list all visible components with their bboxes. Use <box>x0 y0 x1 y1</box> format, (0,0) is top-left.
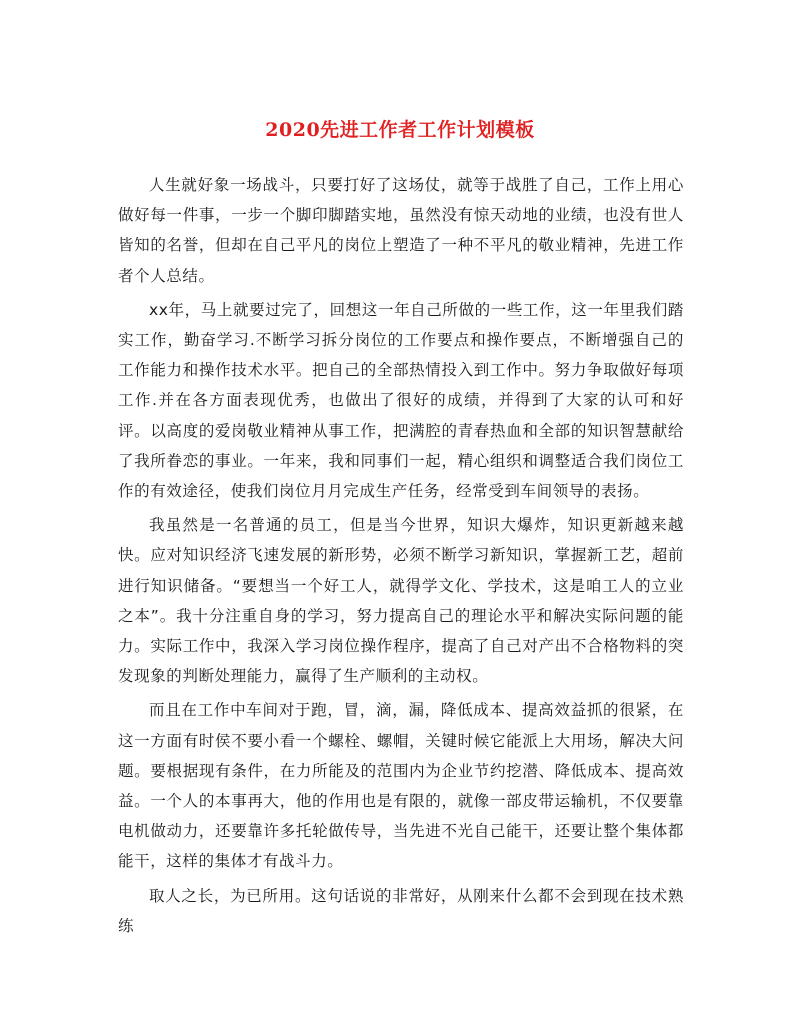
paragraph-5: 取人之长，为已所用。这句话说的非常好，从刚来什么都不会到现在技术熟练 <box>118 886 684 935</box>
paragraph-3: 我虽然是一名普通的员工，但是当今世界，知识大爆炸，知识更新越来越快。应对知识经济飞速发展的新形势，必须不断学习新知识，掌握新工艺，超前进行知识储备。“要想当一个好工人，就得学文化、学技术，这是咱工人的立业之本”。我十分注重自身的学习，努力提高自己的理论水平和解决实际问题的能力。实际工作中，我深入学习岗位操作程序，提高了自己对产出不合格物料的突发现象的判断处理能力，赢得了生产顺利的主动权。 <box>118 516 684 686</box>
document-body <box>118 170 684 945</box>
paragraph-4: 而且在工作中车间对于跑，冒，滴，漏，降低成本、提高效益抓的很紧，在这一方面有时侯不要小看一个螺栓、螺帽，关键时候它能派上大用场，解决大问题。要根据现有条件，在力所能及的范围内为企业节约挖潜、降低成本、提高效益。一个人的本事再大，他的作用也是有限的，就像一部皮带运输机，不仅要靠电机做动力，还要靠许多托轮做传导，当先进不光自己能干，还要让整个集体都能干，这样的集体才有战斗力。 <box>118 701 684 871</box>
paragraph-1: 人生就好象一场战斗，只要打好了这场仗，就等于战胜了自己，工作上用心做好每一件事，一步一个脚印脚踏实地，虽然没有惊天动地的业绩，也没有世人皆知的名誉，但却在自己平凡的岗位上塑造了一种不平凡的敬业精神，先进工作者个人总结。 <box>118 176 684 285</box>
document-title: 2020先进工作者工作计划模板 <box>265 119 535 141</box>
paragraph-2: xx年，马上就要过完了，回想这一年自己所做的一些工作，这一年里我们踏实工作，勤奋学习.不断学习拆分岗位的工作要点和操作要点，不断增强自己的工作能力和操作技术水平。把自己的全部热情投入到工作中。努力争取做好每项工作.并在各方面表现优秀，也做出了很好的成绩，并得到了大家的认可和好评。以高度的爱岗敬业精神从事工作，把满腔的青春热血和全部的知识智慧献给了我所眷恋的事业。一年来，我和同事们一起，精心组织和调整适合我们岗位工作的有效途径，使我们岗位月月完成生产任务，经常受到车间领导的表扬。 <box>118 300 684 501</box>
